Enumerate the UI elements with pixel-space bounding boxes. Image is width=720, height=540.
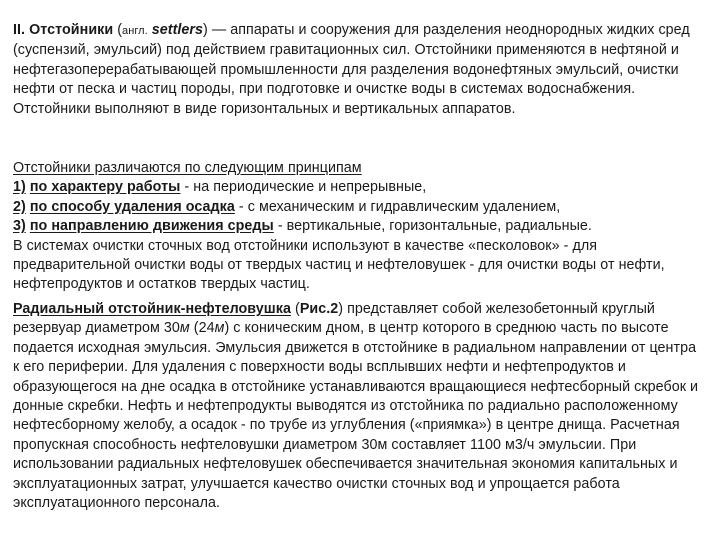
unit-meters-2: м — [214, 320, 225, 337]
definition-text: — аппараты и сооружения для разделения неоднородных жидких сред (суспензий, эмульсий) под действием гравитационных сил. Отстойники применяются в нефтяной и нефтегазоперерабатывающей промышленности для разделения водонефтяных эмульсий, очистки нефти от песка и частиц породы, при подготовке и очистке воды в системах водоснабжения. Отстойники выполняют в виде горизонтальных и вертикальных аппаратов. — [13, 22, 690, 117]
principle-3-num: 3) — [13, 218, 26, 235]
principle-1-num: 1) — [13, 179, 26, 196]
principles-intro: Отстойники различаются по следующим принципам — [13, 160, 362, 176]
principle-item-1 — [13, 178, 703, 197]
wastewater-note: В системах очистки сточных вод отстойники используют в качестве «песколовок» - для предварительной очистки воды от твердых частиц и нефтеловушек - для очистки воды от нефти, нефтепродуктов и остатков твердых частиц. — [13, 237, 665, 293]
principle-3-text: - вертикальные, горизонтальные, радиальные. — [273, 218, 592, 235]
radial-settler-paragraph — [13, 300, 703, 513]
radial-text-2: (24 — [189, 320, 215, 337]
paren-close: ) — [203, 22, 208, 38]
section-term: Отстойники — [29, 22, 114, 38]
radial-title: Радиальный отстойник-нефтеловушка — [13, 301, 291, 317]
fig-paren-open: ( — [290, 301, 300, 317]
section-number: II. — [13, 22, 26, 38]
principle-item-2 — [13, 198, 703, 217]
radial-text-3: ) с коническим дном, в центр которого в среднюю часть по высоте подается исходная эмульсия. Эмульсия движется в отстойнике в радиальном направлении от центра к его периферии. Для удаления с поверхности воды всплывших нефти и нефтепродуктов и образующегося на дне осадка в отстойнике устанавливаются вращающиеся нефтесборный скребок и донные скребки. Нефть и нефтепродукты выводятся из отстойника по радиально расположенному нефтесборному желобу, а осадок - по трубе из углубления («приямка») в центре днища. Расчетная пропускная способность нефтеловушки диаметром 30м составляет 1100 м3/ч эмульсии. При использовании радиальных нефтеловушек обеспечивается значительная экономия капитальных и эксплуатационных затрат, улучшается качество очистки сточных вод и упрощается работа эксплуатационного персонала. — [13, 320, 699, 512]
principle-3-label: по направлению движения среды — [29, 218, 274, 235]
principles-paragraph — [13, 159, 703, 295]
settlers-definition-paragraph — [13, 21, 703, 119]
principle-2-num: 2) — [13, 198, 26, 215]
principle-2-text: - с механическим и гидравлическим удалением, — [234, 198, 561, 215]
unit-meters-1: м — [179, 320, 190, 337]
english-term: settlers — [151, 22, 204, 38]
figure-reference: Рис.2 — [299, 301, 339, 317]
principle-item-3 — [13, 217, 703, 236]
language-abbreviation: англ. — [122, 25, 148, 37]
fig-paren-close: ) — [338, 301, 344, 317]
radial-text-1: представляет собой железобетонный круглый резервуар диаметром 30 — [13, 301, 655, 337]
paren-open: ( — [113, 22, 123, 38]
principle-2-label: по способу удаления осадка — [29, 198, 235, 215]
principle-1-text: - на периодические и непрерывные, — [180, 179, 427, 196]
principle-1-label: по характеру работы — [29, 179, 181, 196]
